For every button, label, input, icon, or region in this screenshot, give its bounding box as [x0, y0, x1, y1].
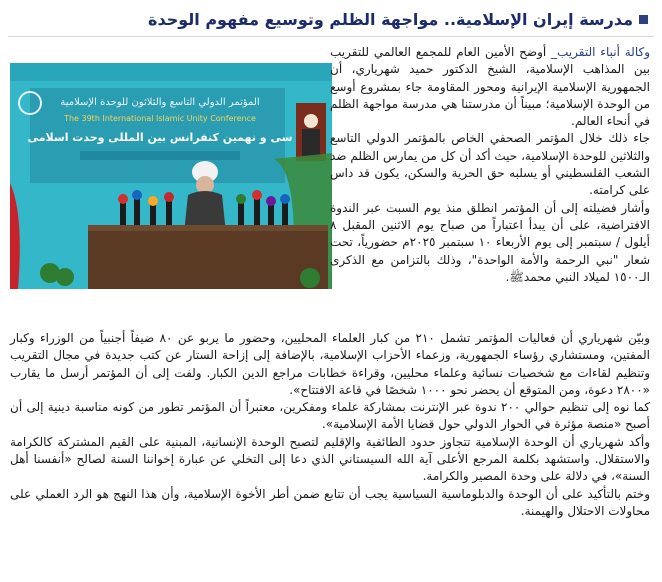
article-paragraph: وكالة أنباء التقريب_ أوضح الأمين العام للمجمع العالمي للتقريب بين المذاهب الإسلامية، الشيخ الدكتور حميد شهرياري، أن الجمهورية الإسلامية الإيرانية ومحور المقاومة جاء بمشروع أوسع من الوحدة الإسلامية؛ مبيناً أن مدرستنا هي مدرسة مواجهة الظلم في أنحاء العالم.: [330, 45, 650, 129]
banner-english-text: The 39th International Islamic Unity Conference: [64, 114, 256, 123]
banner-arabic-text: المؤتمر الدولي التاسع والثلاثون للوحدة الإسلامية: [60, 97, 260, 108]
article-body-lower: [10, 330, 650, 520]
banner-persian-text: سی و نهمین کنفرانس بین المللی وحدت اسلامی: [27, 131, 293, 144]
article-paragraph: وأشار فضيلته إلى أن المؤتمر انطلق منذ يوم السبت عبر الندوة الافتراضية، على أن يبدأ اعتباراً من صباح يوم الاثنين المقبل ٨ أيلول / سبتمبر إلى يوم الأربعاء ١٠ سبتمبر ٢٠٢٥م حضورياً، تحت شعار "نبي الرحمة والأمة الواحدة"، وذلك بالتزامن مع الذكرى الـ١٥٠٠ لميلاد النبي محمدﷺ.: [330, 200, 650, 284]
article-title: مدرسة إيران الإسلامية.. مواجهة الظلم وتوسيع مفهوم الوحدة: [148, 10, 633, 29]
article-paragraph: كما نوه إلى تنظيم حوالي ٢٠٠ ندوة عبر الإنترنت بمشاركة علماء ومفكرين، معتبراً أن المؤتمر تطور من كونه مناسبة دينية إلى أن أصبح «منصة مؤثرة في الحوار الدولي حول قضايا الأمة الإسلامية».: [10, 400, 650, 432]
article-paragraph: وأكد شهرياري أن الوحدة الإسلامية تتجاوز حدود الطائفية والإقليم لتصبح الوحدة الإنسانية، المبنية على القيم المشتركة كالكرامة والاستقلال. واستشهد بكلمة المرجع الأعلى آية الله السيستاني الذي دعا إلى التخلي عن عبارة إخواننا السنة لصالح «أنفسنا أهل السنة»، في دلالة على وحدة المصير والكرامة.: [10, 434, 650, 484]
agency-name: وكالة أنباء التقريب_: [551, 45, 650, 59]
conference-photo: [10, 63, 332, 289]
article-headline: [100, 10, 648, 29]
article-paragraph: وبيّن شهرياري أن فعاليات المؤتمر تشمل ٢١٠ من كبار العلماء المحليين، وحضور ما يربو عن ٨٠ ضيفاً أجنبياً من الوزراء وكبار المفتين، ومستشاري رؤساء الجمهورية، وزعماء الأحزاب الإسلامية، بالإضافة إلى إزاحة الستار عن كتب جديدة في مجال التقريب وتنظيم لقاءات مع شخصيات نسائية وعلماء محليين، وقراءة خطابات مراجع الدين الكبار. ولفت إلى أن المؤتمر أرسل ما يقارب «٢٨٠٠ دعوة، ومن المتوقع أن يحضر نحو ١٠٠٠ شخصًا في قاعة الافتتاح».: [10, 331, 650, 397]
square-bullet-icon: [639, 15, 648, 24]
title-divider: [8, 36, 654, 37]
article-paragraph: وختم بالتأكيد على أن الوحدة والدبلوماسية السياسية يجب أن تتابع ضمن أطر الأخوة الإسلامية، وأن هذا النهج هو الرد العملي على محاولات الاحتلال والهيمنة.: [10, 486, 650, 518]
article-paragraph: جاء ذلك خلال المؤتمر الصحفي الخاص بالمؤتمر الدولي التاسع والثلاثين للوحدة الإسلامية، حيث أكد أن كل من يمارس الظلم ضد الشعب الفلسطيني أو يسلبه حق الحرية والسكن، يكون قد داس على كرامته.: [330, 131, 650, 198]
article-body-upper: [330, 44, 650, 286]
